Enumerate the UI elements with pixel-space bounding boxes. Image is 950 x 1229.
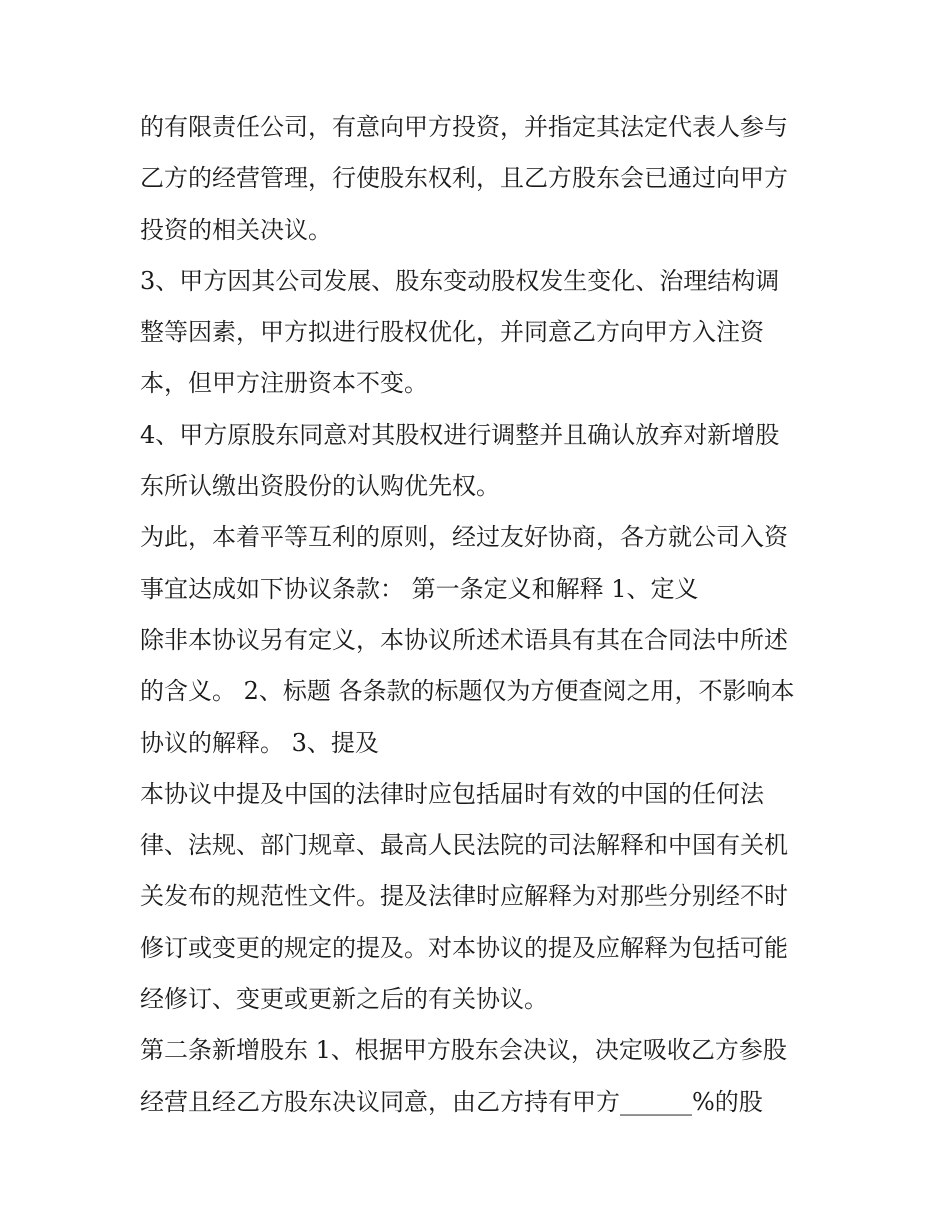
text-line: 事宜达成如下协议条款： 第一条定义和解释 1、定义 [140, 574, 699, 603]
text-line: 本协议中提及中国的法律时应包括届时有效的中国的任何法 [140, 779, 764, 808]
text-line: 经修订、变更或更新之后的有关协议。 [140, 985, 548, 1014]
text-line: 东所认缴出资股份的认购优先权。 [140, 472, 500, 501]
text-line: 投资的相关决议。 [140, 215, 332, 244]
text-line: 为此，本着平等互利的原则，经过友好协商，各方就公司入资 [140, 523, 788, 552]
text-line: 除非本协议另有定义，本协议所述术语具有其在合同法中所述 [140, 625, 788, 654]
document-body [140, 102, 820, 1128]
text-line: 3、甲方因其公司发展、股东变动股权发生变化、治理结构调 [140, 266, 780, 295]
text-line: 关发布的规范性文件。提及法律时应解释为对那些分别经不时 [140, 882, 788, 911]
text-line: 的含义。 2、标题 各条款的标题仅为方便查阅之用，不影响本 [140, 677, 795, 706]
text-line: 经营且经乙方股东决议同意，由乙方持有甲方______%的股 [140, 1087, 763, 1116]
text-line: 的有限责任公司，有意向甲方投资，并指定其法定代表人参与 [140, 113, 788, 141]
text-line: 本，但甲方注册资本不变。 [140, 369, 428, 398]
text-line: 第二条新增股东 1、根据甲方股东会决议，决定吸收乙方参股 [140, 1036, 787, 1065]
text-line: 乙方的经营管理，行使股东权利，且乙方股东会已通过向甲方 [140, 164, 788, 193]
text-line: 整等因素，甲方拟进行股权优化，并同意乙方向甲方入注资 [140, 318, 764, 347]
text-line: 4、甲方原股东同意对其股权进行调整并且确认放弃对新增股 [140, 420, 780, 449]
text-line: 修订或变更的规定的提及。对本协议的提及应解释为包括可能 [140, 933, 788, 962]
text-line: 协议的解释。 3、提及 [140, 728, 379, 757]
text-line: 律、法规、部门规章、最高人民法院的司法解释和中国有关机 [140, 831, 788, 860]
